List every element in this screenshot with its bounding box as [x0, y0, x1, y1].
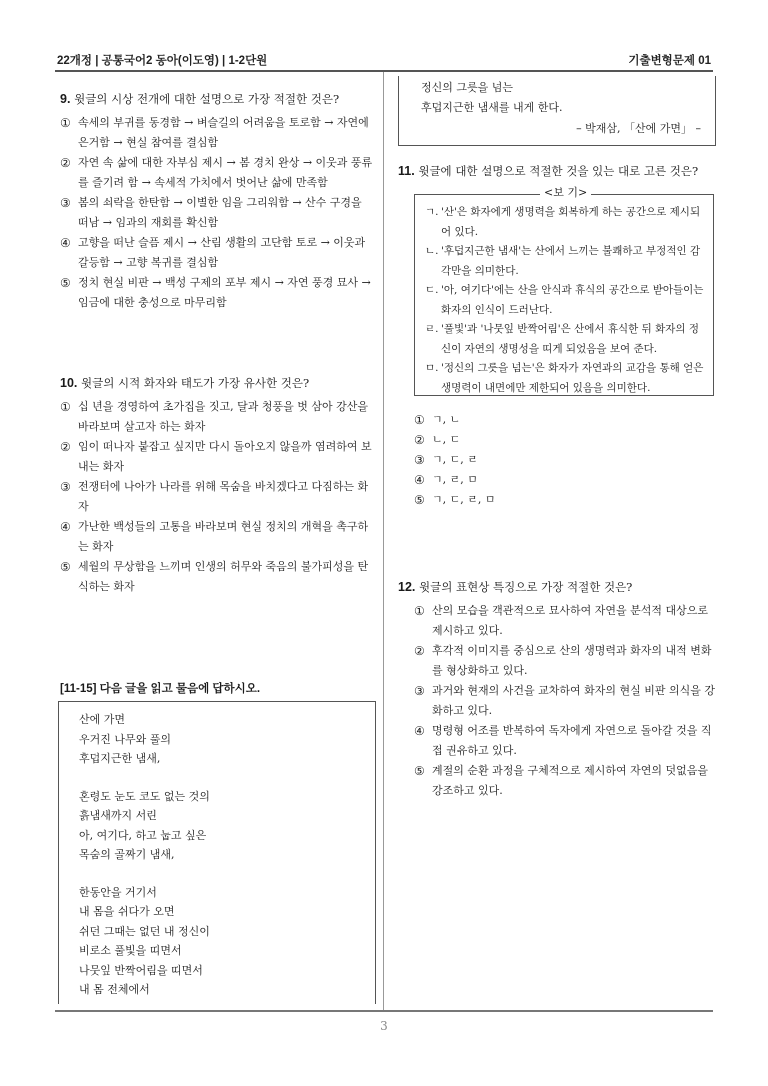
- question-9-option-3[interactable]: ③ 봄의 쇠락을 한탄함 → 이별한 임을 그리워함 → 산수 구경을 떠남 → 임과의 재회를 확신함: [60, 196, 362, 229]
- question-9-stem: [60, 89, 375, 109]
- column-divider: [383, 72, 384, 1010]
- poem-stanza-break: [79, 865, 210, 883]
- question-10-option-2[interactable]: ② 임이 떠나자 붙잡고 싶지만 다시 돌아오지 않을까 염려하여 보내는 화자: [60, 440, 372, 473]
- poem-line: 후덥지근한 냄새,: [79, 752, 161, 765]
- question-12-option-3[interactable]: ③ 과거와 현재의 사건을 교차하여 화자의 현실 비판 의식을 강화하고 있다.: [414, 684, 715, 717]
- question-12-stem: [398, 577, 716, 597]
- question-9: [60, 89, 375, 313]
- poem-line: 비로소 풀빛을 띠면서: [79, 944, 182, 957]
- passage-heading: [11-15] 다음 글을 읽고 물음에 답하시오.: [60, 683, 261, 695]
- question-9-text: 윗글의 시상 전개에 대한 설명으로 가장 적절한 것은?: [74, 92, 340, 106]
- question-9-option-2[interactable]: ② 자연 속 삶에 대한 자부심 제시 → 봄 경치 완상 → 이웃과 풍류를 즐기려 함 → 속세적 가치에서 벗어난 삶에 만족함: [60, 156, 373, 189]
- poem-line: 후덥지근한 냄새를 내게 한다.: [421, 100, 563, 114]
- bogi-item-giyeok: ㄱ. '산'은 화자에게 생명력을 회복하게 하는 공간으로 제시되어 있다.: [425, 206, 701, 238]
- question-11-text: 윗글에 대한 설명으로 적절한 것을 있는 대로 고른 것은?: [418, 164, 699, 178]
- question-10-option-4[interactable]: ④ 가난한 백성들의 고통을 바라보며 현실 정치의 개혁을 촉구하는 화자: [60, 520, 369, 553]
- question-11: [398, 161, 713, 181]
- footer-rule: [55, 1010, 713, 1012]
- poem-line: 내 몸 전체에서: [79, 983, 150, 996]
- poem-stanza-break: [79, 769, 210, 787]
- page-number: 3: [380, 1019, 388, 1033]
- bogi-item-mieum: ㅁ. '정신의 그릇을 넘는'은 화자가 자연과의 교감을 통해 얻은 생명력이 내면에만 제한되어 있음을 의미한다.: [425, 362, 704, 394]
- poem-source: – 박재삼, 「산에 가면」 –: [576, 122, 701, 135]
- poem-line: 나뭇잎 반짝어림을 띠면서: [79, 963, 203, 977]
- poem-line: 한동안을 거기서: [79, 885, 157, 899]
- poem-line: 흙냄새까지 서린: [79, 809, 157, 822]
- poem-text: [79, 710, 210, 1000]
- question-10-text: 윗글의 시적 화자와 태도가 가장 유사한 것은?: [81, 376, 310, 390]
- question-11-stem: [398, 161, 713, 181]
- bogi-title: <보 기>: [540, 185, 591, 201]
- question-12-option-5[interactable]: ⑤ 계절의 순환 과정을 구체적으로 제시하여 자연의 덧없음을 강조하고 있다.: [414, 764, 709, 797]
- question-11-options: [414, 410, 704, 510]
- bogi-item-nieun: ㄴ. '후덥지근한 냄새'는 산에서 느끼는 불쾌하고 부정적인 감각만을 의미한다.: [425, 245, 701, 277]
- poem-line: 목숨의 골짜기 냄새,: [79, 848, 175, 861]
- question-11-number: 11.: [398, 164, 415, 178]
- poem-line: 산에 가면: [79, 713, 126, 726]
- question-10-number: 10.: [60, 376, 78, 390]
- question-11-option-4[interactable]: ④ ㄱ, ㄹ, ㅁ: [414, 473, 478, 487]
- question-12-option-4[interactable]: ④ 명령형 어조를 반복하여 독자에게 자연으로 돌아갈 것을 직접 권유하고 있다.: [414, 724, 712, 757]
- question-9-number: 9.: [60, 92, 71, 106]
- question-12: [398, 577, 716, 801]
- bogi-item-digeut: ㄷ. '아, 여기다'에는 산을 안식과 휴식의 공간으로 받아들이는 화자의 인식이 드러난다.: [425, 284, 704, 316]
- question-12-option-1[interactable]: ① 산의 모습을 객관적으로 묘사하여 자연을 분석적 대상으로 제시하고 있다.: [414, 604, 709, 637]
- question-12-number: 12.: [398, 580, 416, 594]
- header-worksheet-title: 기출변형문제 01: [628, 55, 711, 67]
- header-rule: [55, 70, 713, 72]
- question-10-stem: [60, 373, 375, 393]
- bogi-items: [425, 203, 705, 398]
- bogi-item-rieul: ㄹ. '풀빛'과 '나뭇잎 반짝어림'은 산에서 휴식한 뒤 화자의 정신이 자연의 생명성을 띠게 되었음을 보여 준다.: [425, 323, 700, 355]
- poem-line: 쉬던 그때는 없던 내 정신이: [79, 924, 210, 938]
- poem-box: [58, 701, 376, 1004]
- question-11-option-1[interactable]: ① ㄱ, ㄴ: [414, 413, 461, 427]
- question-12-text: 윗글의 표현상 특징으로 가장 적절한 것은?: [419, 580, 633, 594]
- question-9-option-4[interactable]: ④ 고향을 떠난 슬픔 제시 → 산림 생활의 고단함 토로 → 이웃과 갈등함 → 고향 복귀를 결심함: [60, 236, 366, 269]
- question-10: [60, 373, 375, 597]
- poem-line: 내 몸을 쉬다가 오면: [79, 905, 175, 918]
- poem-line: 우거진 나무와 풀의: [79, 732, 172, 746]
- header-course-info: 22개정 | 공통국어2 동아(이도영) | 1-2단원: [57, 55, 268, 67]
- question-10-option-3[interactable]: ③ 전쟁터에 나아가 나라를 위해 목숨을 바치겠다고 다짐하는 화자: [60, 480, 369, 513]
- question-9-option-1[interactable]: ① 속세의 부귀를 동경함 → 벼슬길의 어려움을 토로함 → 자연에 은거함 → 현실 참여를 결심함: [60, 116, 369, 149]
- question-9-option-5[interactable]: ⑤ 정치 현실 비판 → 백성 구제의 포부 제시 → 자연 풍경 묘사 → 임금에 대한 충성으로 마무리함: [60, 276, 371, 309]
- question-10-option-1[interactable]: ① 십 년을 경영하여 초가집을 짓고, 달과 청풍을 벗 삼아 강산을 바라보며 살고자 하는 화자: [60, 400, 368, 433]
- question-11-option-5[interactable]: ⑤ ㄱ, ㄷ, ㄹ, ㅁ: [414, 493, 496, 507]
- poem-line: 아, 여기다, 하고 눕고 싶은: [79, 828, 207, 842]
- question-11-option-2[interactable]: ② ㄴ, ㄷ: [414, 433, 461, 447]
- question-10-option-5[interactable]: ⑤ 세월의 무상함을 느끼며 인생의 허무와 죽음의 불가피성을 탄식하는 화자: [60, 560, 369, 593]
- question-11-option-3[interactable]: ③ ㄱ, ㄷ, ㄹ: [414, 453, 478, 467]
- poem-continuation-box: [398, 76, 716, 146]
- question-12-option-2[interactable]: ② 후각적 이미지를 중심으로 산의 생명력과 화자의 내적 변화를 형상화하고 있다.: [414, 644, 712, 677]
- poem-line: 정신의 그릇을 넘는: [421, 81, 514, 94]
- poem-line: 혼령도 눈도 코도 없는 것의: [79, 789, 210, 803]
